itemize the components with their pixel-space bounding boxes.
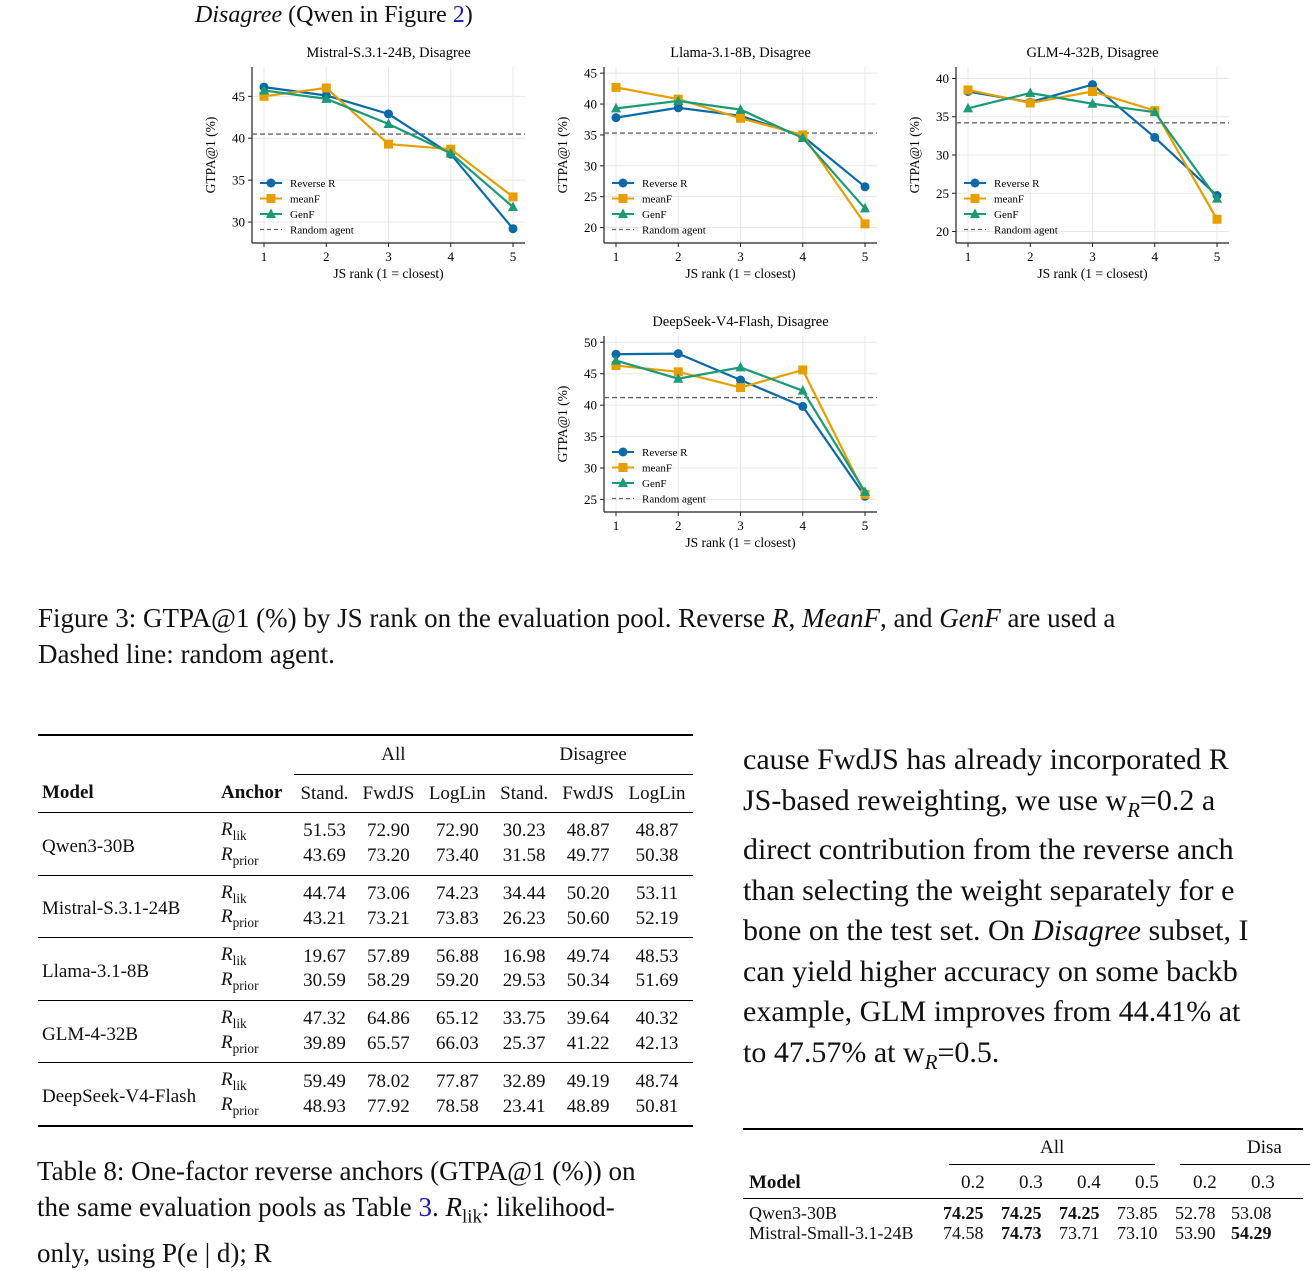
- body-line: can yield higher accuracy on some backb: [743, 954, 1238, 988]
- model-cell: Llama-3.1-8B: [42, 960, 150, 982]
- value-cell: 47.32: [303, 1008, 346, 1030]
- t8-caption-r: R: [445, 1192, 463, 1222]
- chart-mistral: [200, 40, 540, 290]
- y-tick-label: 40: [584, 397, 597, 413]
- x-tick-label: 2: [323, 249, 330, 264]
- x-tick-label: 5: [509, 249, 517, 264]
- data-point: [267, 194, 276, 203]
- data-point: [612, 83, 621, 92]
- table-8: [38, 734, 693, 1127]
- value-cell: 26.23: [502, 907, 546, 929]
- body-paragraph: [743, 740, 1303, 1082]
- t2-cell: 73.10: [1117, 1223, 1158, 1243]
- chart-deepseek: [552, 309, 892, 559]
- t8-caption-text: the same evaluation pools as Table: [37, 1192, 419, 1222]
- t8-caption-line1: Table 8: One-factor reverse anchors (GTPA@1 (%)) on: [37, 1156, 636, 1186]
- value-cell: 30.59: [303, 970, 346, 992]
- x-tick-label: 2: [675, 249, 682, 264]
- value-cell: 77.87: [435, 1070, 479, 1092]
- legend-label: Random agent: [642, 224, 706, 237]
- value-cell: 48.74: [635, 1070, 679, 1092]
- t2-row: [743, 1223, 1303, 1247]
- body-line: than selecting the weight separately for e: [743, 873, 1235, 907]
- chart-title: Mistral-S.3.1-24B, Disagree: [306, 45, 471, 61]
- data-point: [1026, 98, 1035, 107]
- y-tick-label: 25: [936, 185, 949, 201]
- heading-close: ): [464, 2, 473, 28]
- y-tick-label: 35: [584, 429, 597, 445]
- legend-label: meanF: [642, 462, 672, 475]
- y-tick-label: 35: [936, 109, 949, 125]
- legend-label: meanF: [994, 193, 1024, 206]
- legend-label: Reverse R: [994, 178, 1040, 190]
- legend-label: GenF: [642, 478, 667, 490]
- t2-cell: 74.25: [1001, 1203, 1042, 1223]
- y-tick-label: 30: [584, 158, 597, 174]
- value-cell: 65.12: [435, 1008, 479, 1030]
- t2-cell: 74.25: [943, 1203, 984, 1223]
- x-axis-label: JS rank (1 = closest): [685, 535, 796, 550]
- figure-caption: [38, 600, 1298, 672]
- t2-subcol: 0.5: [1135, 1172, 1159, 1193]
- legend-label: GenF: [994, 209, 1019, 221]
- body-line-tail: =0.5.: [937, 1035, 1000, 1069]
- t8-caption-text2: : likelihood-: [481, 1192, 615, 1222]
- value-cell: 23.41: [502, 1095, 546, 1117]
- x-tick-label: 1: [612, 249, 620, 264]
- data-point: [509, 224, 518, 233]
- t2-subcol: 0.2: [1193, 1172, 1217, 1193]
- subcol-header: Stand.: [294, 775, 356, 813]
- legend-label: meanF: [290, 193, 320, 206]
- body-line: direct contribution from the reverse anch: [743, 833, 1234, 866]
- t2-subcol: 0.3: [1019, 1172, 1043, 1193]
- t2-subcol: 0.2: [961, 1172, 985, 1193]
- t2-cell: 74.58: [943, 1223, 984, 1243]
- y-tick-label: 40: [232, 130, 245, 146]
- y-tick-label: 25: [584, 189, 597, 205]
- x-tick-label: 4: [799, 249, 806, 264]
- value-cell: 78.58: [435, 1095, 479, 1117]
- data-point: [509, 192, 518, 201]
- x-tick-label: 1: [260, 249, 268, 264]
- value-cell: 53.11: [636, 882, 679, 904]
- t2-cell: 54.29: [1231, 1223, 1272, 1243]
- x-tick-label: 4: [447, 249, 454, 264]
- y-tick-label: 40: [936, 70, 949, 86]
- y-tick-label: 45: [584, 65, 597, 81]
- t2-cell: 73.71: [1059, 1223, 1100, 1243]
- value-cell: 72.90: [435, 820, 479, 842]
- y-axis-label: GTPA@1 (%): [555, 116, 570, 194]
- legend-label: GenF: [290, 209, 315, 221]
- y-tick-label: 30: [936, 147, 949, 163]
- x-axis-label: JS rank (1 = closest): [333, 266, 444, 281]
- caption-tail: are used a: [1000, 603, 1116, 633]
- t2-cell: 73.85: [1117, 1203, 1158, 1223]
- t8-caption-lik: lik: [462, 1206, 482, 1228]
- subcol-header: LogLin: [421, 775, 493, 813]
- y-tick-label: 25: [584, 491, 597, 507]
- value-cell: 50.20: [566, 882, 610, 904]
- chart-svg: [552, 309, 892, 559]
- t2-group-all: All: [1040, 1137, 1065, 1158]
- data-point: [736, 383, 745, 392]
- y-tick-label: 50: [584, 334, 597, 350]
- anchor-cell: $R_{prior}$: [221, 968, 259, 993]
- body-line-tail: =0.2 a: [1139, 783, 1216, 817]
- data-point: [1025, 88, 1035, 98]
- data-point: [384, 109, 393, 118]
- x-tick-label: 3: [385, 249, 392, 264]
- value-cell: 30.23: [502, 820, 546, 842]
- subcol-header: LogLin: [621, 775, 693, 813]
- legend-label: Random agent: [290, 224, 354, 237]
- value-cell: 34.44: [502, 882, 546, 904]
- anchor-cell: $R_{lik}$: [221, 1069, 247, 1094]
- y-axis-label: GTPA@1 (%): [555, 385, 570, 463]
- y-tick-label: 30: [232, 214, 245, 230]
- value-cell: 58.29: [367, 970, 410, 992]
- figure-ref-link[interactable]: 2: [452, 2, 465, 28]
- body-line: cause FwdJS has already incorporated R: [743, 743, 1229, 776]
- data-point: [619, 448, 628, 457]
- value-cell: 40.32: [635, 1008, 679, 1030]
- caption-genf: GenF: [939, 603, 1001, 633]
- t2-col-model: Model: [749, 1172, 801, 1193]
- value-cell: 25.37: [502, 1032, 546, 1054]
- data-point: [861, 182, 870, 191]
- t2-cell: 53.90: [1175, 1223, 1216, 1243]
- value-cell: 73.40: [435, 845, 479, 867]
- value-cell: 52.19: [635, 907, 679, 929]
- anchor-cell: $R_{lik}$: [221, 819, 247, 843]
- t2-subcol: 0.3: [1251, 1172, 1275, 1193]
- group-all-header: All: [381, 744, 406, 765]
- model-cell: Qwen3-30B: [42, 835, 135, 857]
- value-cell: 44.74: [303, 882, 346, 904]
- value-cell: 32.89: [502, 1070, 546, 1092]
- legend-label: Reverse R: [642, 447, 688, 459]
- group-disagree-header: Disagree: [559, 744, 627, 765]
- t2-model: Mistral-Small-3.1-24B: [749, 1223, 914, 1243]
- value-cell: 43.21: [303, 907, 346, 929]
- t2-cell: 74.73: [1001, 1223, 1042, 1243]
- value-cell: 48.53: [635, 945, 679, 967]
- table-ref-link[interactable]: 3: [418, 1192, 433, 1222]
- anchor-cell: $R_{prior}$: [221, 843, 259, 868]
- value-cell: 48.89: [566, 1095, 610, 1117]
- value-cell: 49.19: [566, 1070, 610, 1092]
- table-row: [38, 938, 693, 969]
- x-axis-label: JS rank (1 = closest): [685, 266, 796, 281]
- body-sub: R: [924, 1049, 938, 1074]
- value-cell: 42.13: [635, 1032, 679, 1054]
- data-point: [736, 114, 745, 123]
- subcol-header: FwdJS: [355, 775, 421, 813]
- x-tick-label: 2: [675, 518, 682, 533]
- t8-caption-line3: only, using P(e | d); R: [37, 1238, 272, 1269]
- body-line: example, GLM improves from 44.41% at: [743, 995, 1241, 1028]
- value-cell: 43.69: [303, 845, 346, 867]
- legend-label: Reverse R: [642, 178, 688, 190]
- legend-label: Random agent: [642, 493, 706, 506]
- value-cell: 50.34: [566, 970, 610, 992]
- section-heading: [195, 2, 473, 29]
- chart-llama: [552, 40, 892, 290]
- body-line: bone on the test set. On: [743, 914, 1033, 947]
- subcol-header: Stand.: [493, 775, 555, 813]
- t2-cell: 52.78: [1175, 1203, 1216, 1223]
- x-tick-label: 2: [1027, 249, 1034, 264]
- data-point: [322, 83, 331, 92]
- chart-svg: [552, 40, 892, 290]
- data-point: [798, 365, 807, 374]
- data-point: [1150, 133, 1159, 142]
- heading-subset: Disagree: [195, 2, 283, 28]
- value-cell: 64.86: [367, 1008, 410, 1030]
- col-model-header: Model: [42, 782, 94, 804]
- y-tick-label: 35: [584, 127, 597, 143]
- body-italic: Disagree: [1032, 914, 1141, 947]
- chart-title: Llama-3.1-8B, Disagree: [670, 45, 811, 61]
- value-cell: 57.89: [367, 945, 410, 967]
- x-tick-label: 4: [1151, 249, 1158, 264]
- table-row: [38, 1063, 693, 1094]
- y-tick-label: 20: [584, 220, 597, 236]
- table-row: [38, 875, 693, 906]
- value-cell: 51.69: [635, 970, 679, 992]
- x-tick-label: 3: [737, 518, 744, 533]
- t2-model: Qwen3-30B: [749, 1203, 837, 1223]
- data-point: [964, 85, 973, 94]
- x-tick-label: 5: [861, 518, 869, 533]
- legend-label: Random agent: [994, 224, 1058, 237]
- value-cell: 33.75: [502, 1008, 546, 1030]
- legend-label: Reverse R: [290, 178, 336, 190]
- t2-subcol: 0.4: [1077, 1172, 1101, 1193]
- table-row: [38, 1000, 693, 1031]
- t2-cell: 53.08: [1231, 1203, 1272, 1223]
- y-axis-label: GTPA@1 (%): [907, 116, 922, 194]
- t2-group-disagree: Disa: [1247, 1137, 1282, 1158]
- data-point: [971, 194, 980, 203]
- data-point: [612, 113, 621, 122]
- x-tick-label: 3: [1089, 249, 1096, 264]
- x-tick-label: 5: [861, 249, 869, 264]
- y-tick-label: 20: [936, 224, 949, 240]
- chart-glm: [904, 40, 1244, 290]
- caption-sep2: , and: [879, 603, 940, 633]
- value-cell: 66.03: [435, 1032, 479, 1054]
- body-sub: R: [1127, 797, 1140, 822]
- value-cell: 59.20: [435, 970, 479, 992]
- value-cell: 50.38: [635, 845, 679, 867]
- value-cell: 56.88: [435, 945, 479, 967]
- caption-line2: Dashed line: random agent.: [38, 639, 335, 669]
- subcol-header: FwdJS: [555, 775, 621, 813]
- chart-svg: [904, 40, 1244, 290]
- value-cell: 78.02: [367, 1070, 410, 1092]
- model-cell: DeepSeek-V4-Flash: [42, 1086, 197, 1108]
- body-line: to 47.57% at w: [743, 1035, 925, 1069]
- value-cell: 74.23: [435, 882, 479, 904]
- value-cell: 73.21: [367, 907, 410, 929]
- value-cell: 73.83: [435, 907, 479, 929]
- value-cell: 73.06: [367, 882, 410, 904]
- value-cell: 77.92: [367, 1095, 410, 1117]
- heading-text: (Qwen in Figure: [282, 2, 453, 28]
- value-cell: 48.87: [635, 820, 679, 842]
- anchor-cell: $R_{prior}$: [221, 1094, 259, 1118]
- data-point: [619, 194, 628, 203]
- x-tick-label: 5: [1213, 249, 1221, 264]
- value-cell: 39.89: [303, 1032, 346, 1054]
- data-point: [798, 402, 807, 411]
- t2-row: [743, 1199, 1303, 1223]
- value-cell: 73.20: [367, 845, 410, 867]
- chart-svg: [200, 40, 540, 290]
- value-cell: 48.93: [303, 1095, 346, 1117]
- data-point: [619, 463, 628, 472]
- value-cell: 51.53: [303, 820, 346, 842]
- table-row: [38, 813, 693, 844]
- data-point: [267, 179, 276, 188]
- caption-r: R: [772, 603, 789, 633]
- data-point: [619, 179, 628, 188]
- data-point: [1213, 215, 1222, 224]
- x-tick-label: 4: [799, 518, 806, 533]
- data-point: [861, 219, 870, 228]
- anchor-cell: $R_{lik}$: [221, 1006, 247, 1031]
- legend-label: meanF: [642, 193, 672, 206]
- chart-title: DeepSeek-V4-Flash, Disagree: [652, 314, 829, 330]
- col-anchor-header: Anchor: [221, 782, 283, 804]
- y-tick-label: 45: [232, 88, 245, 104]
- caption-sep: ,: [788, 603, 803, 633]
- data-point: [1088, 87, 1097, 96]
- value-cell: 39.64: [566, 1008, 610, 1030]
- anchor-cell: $R_{lik}$: [221, 881, 247, 906]
- caption-meanf: MeanF: [802, 603, 880, 633]
- model-cell: Mistral-S.3.1-24B: [42, 898, 181, 920]
- anchor-cell: $R_{prior}$: [221, 1031, 259, 1056]
- data-point: [384, 140, 393, 149]
- value-cell: 41.22: [566, 1032, 610, 1054]
- body-line: JS-based reweighting, we use w: [743, 783, 1128, 817]
- x-tick-label: 1: [612, 518, 620, 533]
- value-cell: 16.98: [502, 945, 546, 967]
- t8-caption-sep: .: [432, 1192, 446, 1222]
- anchor-cell: $R_{prior}$: [221, 906, 259, 931]
- value-cell: 49.77: [566, 845, 610, 867]
- caption-text: Figure 3: GTPA@1 (%) by JS rank on the evaluation pool. Reverse: [38, 603, 773, 633]
- value-cell: 50.60: [566, 907, 610, 929]
- y-tick-label: 35: [232, 172, 245, 188]
- body-line-tail: subset, I: [1141, 914, 1249, 947]
- y-tick-label: 40: [584, 96, 597, 112]
- table-8-caption: [37, 1153, 697, 1271]
- table-weights: [743, 1128, 1303, 1247]
- value-cell: 65.57: [367, 1032, 410, 1054]
- anchor-cell: $R_{lik}$: [221, 944, 247, 968]
- y-tick-label: 30: [584, 460, 597, 476]
- x-axis-label: JS rank (1 = closest): [1037, 266, 1148, 281]
- y-axis-label: GTPA@1 (%): [203, 116, 218, 194]
- value-cell: 59.49: [303, 1070, 346, 1092]
- value-cell: 29.53: [502, 970, 546, 992]
- data-point: [674, 349, 683, 358]
- value-cell: 72.90: [367, 820, 410, 842]
- data-point: [736, 362, 746, 372]
- value-cell: 48.87: [566, 820, 610, 842]
- legend-label: GenF: [642, 209, 667, 221]
- t2-cell: 74.25: [1059, 1203, 1100, 1223]
- value-cell: 50.81: [635, 1095, 679, 1117]
- y-tick-label: 45: [584, 366, 597, 382]
- x-tick-label: 1: [964, 249, 972, 264]
- value-cell: 19.67: [303, 945, 346, 967]
- model-cell: GLM-4-32B: [42, 1023, 139, 1045]
- chart-title: GLM-4-32B, Disagree: [1026, 45, 1159, 61]
- data-point: [971, 179, 980, 188]
- value-cell: 31.58: [502, 845, 546, 867]
- x-tick-label: 3: [737, 249, 744, 264]
- value-cell: 49.74: [566, 945, 610, 967]
